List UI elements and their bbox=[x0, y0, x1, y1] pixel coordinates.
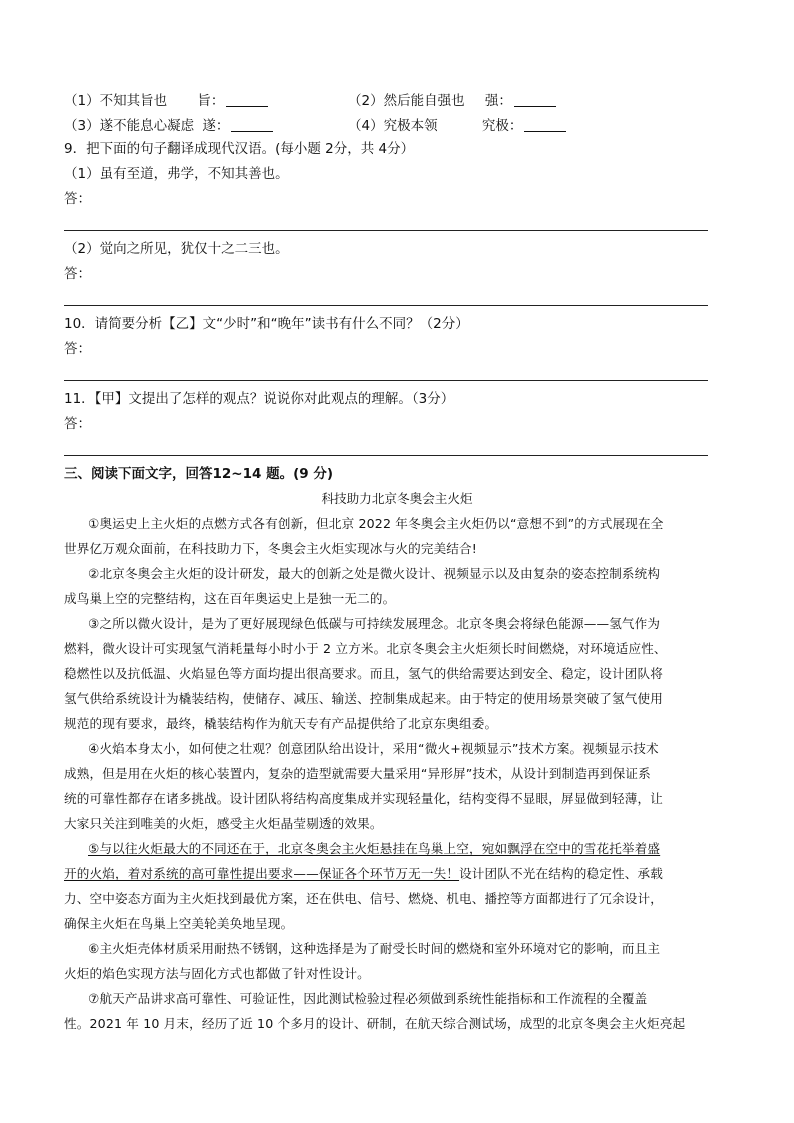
paragraph-line: ⑦航天产品讲求高可靠性、可验证性，因此测试检验过程必须做到系统性能指标和工作流程的全覆盖 bbox=[88, 991, 648, 1006]
paragraph-line: 确保主火炬在鸟巢上空美轮美奂地呈现。 bbox=[64, 916, 294, 931]
paragraph-line: 稳燃性以及抗低温、火焰显色等方面均提出很高要求。而且，氢气的供给需要达到安全、稳定，设计团队将 bbox=[64, 666, 663, 681]
answer-label: 答： bbox=[64, 416, 91, 432]
q9-sentence-2: （2）觉向之所见，犹仅十之二三也。 bbox=[64, 241, 289, 257]
answer-line[interactable] bbox=[64, 230, 708, 231]
paragraph-line: 燃料，微火设计可实现氢气消耗量每小时小于 2 立方米。北京冬奥会主火炬须长时间燃烧，对环境适应性、 bbox=[64, 641, 667, 656]
q8-answer-blank-4[interactable] bbox=[524, 119, 566, 132]
section-heading: 三、阅读下面文字，回答12~14 题。(9 分) bbox=[64, 466, 334, 482]
answer-line[interactable] bbox=[64, 305, 708, 306]
paragraph-line: 氢气供给系统设计为橇装结构，使储存、减压、输送、控制集成起来。由于特定的使用场景突破了氢气使用 bbox=[64, 691, 663, 706]
paragraph-line: ④火焰本身太小，如何使之壮观？创意团队给出设计，采用“微火+视频显示”技术方案。视频显示技术 bbox=[88, 741, 659, 756]
article-title: 科技助力北京冬奥会主火炬 bbox=[321, 491, 473, 506]
underlined-sentence: ⑤与以往火炬最大的不同还在于，北京冬奥会主火炬悬挂在鸟巢上空，宛如飘浮在空中的雪花托举着盛 bbox=[88, 841, 661, 856]
paragraph-line: 成鸟巢上空的完整结构，这在百年奥运史上是独一无二的。 bbox=[64, 591, 396, 606]
q9-stem: 9．把下面的句子翻译成现代汉语。(每小题 2分，共 4分） bbox=[64, 141, 415, 157]
paragraph-line: ①奥运史上主火炬的点燃方式各有创新，但北京 2022 年冬奥会主火炬仍以“意想不到”的方式展现在全 bbox=[88, 516, 664, 531]
answer-line[interactable] bbox=[64, 380, 708, 381]
paragraph-line: ③之所以微火设计，是为了更好展现绿色低碳与可持续发展理念。北京冬奥会将绿色能源——氢气作为 bbox=[88, 616, 661, 631]
q8-item-2: （2）然后能自强也 强： bbox=[348, 92, 556, 110]
q8-item-1: （1）不知其旨也 旨： bbox=[64, 92, 268, 110]
paragraph-line: ⑥主火炬壳体材质采用耐热不锈钢，这种选择是为了耐受长时间的燃烧和室外环境对它的影响，而且主 bbox=[88, 941, 661, 956]
answer-line[interactable] bbox=[64, 455, 708, 456]
paragraph-line: 开的火焰，着对系统的高可靠性提出要求——保证各个环节万无一失！设计团队不光在结构的稳定性、承载 bbox=[64, 866, 663, 881]
underlined-sentence: 开的火焰，着对系统的高可靠性提出要求——保证各个环节万无一失！ bbox=[64, 866, 460, 881]
paragraph-line: 大家只关注到唯美的火炬，感受主火炬晶莹剔透的效果。 bbox=[64, 816, 383, 831]
q9-sentence-1: （1）虽有至道，弗学，不知其善也。 bbox=[64, 166, 289, 182]
q10-stem: 10．请简要分析【乙】文“少时”和“晚年”读书有什么不同？（2分） bbox=[64, 316, 469, 332]
paragraph-line: 世界亿万观众面前，在科技助力下，冬奥会主火炬实现冰与火的完美结合! bbox=[64, 541, 477, 556]
paragraph-line: 火炬的焰色实现方法与固化方式也都做了针对性设计。 bbox=[64, 966, 370, 981]
answer-label: 答： bbox=[64, 191, 91, 207]
paragraph-line: 性。2021 年 10 月末，经历了近 10 个多月的设计、研制，在航天综合测试场，成型的北京冬奥会主火炬亮起 bbox=[64, 1016, 686, 1031]
q8-answer-blank-2[interactable] bbox=[514, 94, 556, 107]
paragraph-line: 统的可靠性都存在诸多挑战。设计团队将结构高度集成并实现轻量化，结构变得不显眼，屏显做到轻薄，让 bbox=[64, 791, 663, 806]
paragraph-line: 成熟，但是用在火炬的核心装置内，复杂的造型就需要大量采用“异形屏”技术，从设计到制造再到保证系 bbox=[64, 766, 651, 781]
q11-stem: 11．【甲】文提出了怎样的观点？说说你对此观点的理解。（3分） bbox=[64, 391, 455, 407]
q8-item-3: （3）遂不能息心凝虑 遂： bbox=[64, 117, 273, 135]
answer-label: 答： bbox=[64, 266, 91, 282]
answer-label: 答： bbox=[64, 341, 91, 357]
paragraph-line: 力、空中姿态方面为主火炬找到最优方案，还在供电、信号、燃烧、机电、播控等方面都进行了冗余设计， bbox=[64, 891, 663, 906]
paragraph-line: 规范的现有要求，最终，橇装结构作为航天专有产品提供给了北京东奥组委。 bbox=[64, 716, 498, 731]
paragraph-line: ②北京冬奥会主火炬的设计研发，最大的创新之处是微火设计、视频显示以及由复杂的姿态控制系统构 bbox=[88, 566, 661, 581]
q8-answer-blank-1[interactable] bbox=[226, 94, 268, 107]
q8-answer-blank-3[interactable] bbox=[231, 119, 273, 132]
q8-item-4: （4）究极本领 究极： bbox=[348, 117, 566, 135]
